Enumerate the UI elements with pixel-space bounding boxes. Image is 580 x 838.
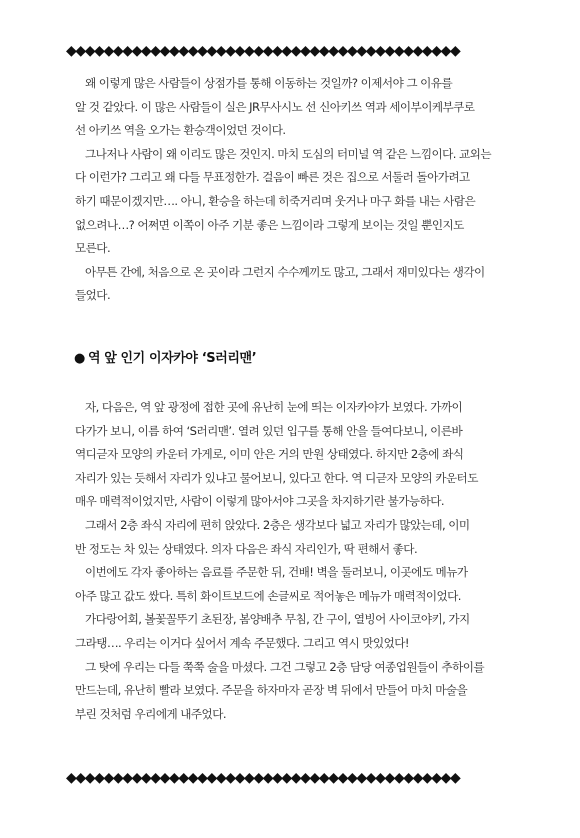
text-line: 모른다. bbox=[75, 241, 111, 256]
body-paragraph bbox=[75, 656, 507, 727]
text-line: 하기 때문이겠지만…. 아니, 환승을 하는데 히죽거리며 웃거나 마구 화를 내는 사람은 bbox=[75, 193, 476, 208]
text-line: 매우 매력적이었지만, 사람이 이렇게 많아서야 그곳을 차지하기란 불가능하다. bbox=[75, 494, 445, 509]
bottom-decorative-border: ◆◆◆◆◆◆◆◆◆◆◆◆◆◆◆◆◆◆◆◆◆◆◆◆◆◆◆◆◆◆◆◆◆◆◆◆◆◆◆◆◆◆ bbox=[66, 771, 460, 785]
text-line: 역디귿자 모양의 카운터 가게로, 이미 안은 거의 만원 상태였다. 하지만 2층에 좌식 bbox=[75, 447, 464, 462]
text-line: 들었다. bbox=[75, 288, 111, 303]
text-line: 없으려나…? 어쩌면 이쪽이 아주 기분 좋은 느낌이라 그렇게 보이는 것일 뿐인지도 bbox=[75, 217, 464, 232]
text-line: 다 이런가? 그리고 왜 다들 무표정한가. 걸음이 빠른 것은 집으로 서둘러 돌아가려고 bbox=[75, 170, 470, 185]
body-section bbox=[75, 396, 507, 726]
intro-paragraph bbox=[75, 143, 507, 261]
text-line: 알 것 같았다. 이 많은 사람들이 실은 JR무사시노 선 신아키쓰 역과 세이부이케부쿠로 bbox=[75, 99, 475, 114]
section-heading bbox=[74, 347, 256, 366]
intro-paragraph bbox=[75, 72, 507, 143]
text-line: 다가가 보니, 이름 하여 ‘S러리맨’. 열려 있던 입구를 통해 안을 들여다보니, 이른바 bbox=[75, 423, 463, 438]
text-line: 왜 이렇게 많은 사람들이 상점가를 통해 이동하는 것일까? 이제서야 그 이유를 bbox=[85, 76, 453, 90]
body-paragraph bbox=[75, 514, 507, 561]
text-line: 반 정도는 차 있는 상태였다. 의자 다음은 좌식 자리인가, 딱 편해서 좋다. bbox=[75, 541, 418, 556]
text-line: 아무튼 간에, 처음으로 온 곳이라 그런지 수수께끼도 많고, 그래서 재미있다는 생각이 bbox=[85, 264, 485, 279]
top-decorative-border: ◆◆◆◆◆◆◆◆◆◆◆◆◆◆◆◆◆◆◆◆◆◆◆◆◆◆◆◆◆◆◆◆◆◆◆◆◆◆◆◆◆◆ bbox=[66, 44, 460, 58]
text-line: 선 아키쓰 역을 오가는 환승객이었던 것이다. bbox=[75, 123, 286, 138]
text-line: 그래서 2층 좌식 자리에 편히 앉았다. 2층은 생각보다 넓고 자리가 많았는데, 이미 bbox=[85, 517, 470, 532]
body-paragraph bbox=[75, 561, 507, 608]
text-line: 자리가 있는 듯해서 자리가 있냐고 물어보니, 있다고 한다. 역 디귿자 모양의 카운터도 bbox=[75, 470, 478, 485]
text-line: 아주 많고 값도 쌌다. 특히 화이트보드에 손글씨로 적어놓은 메뉴가 매력적이었다. bbox=[75, 588, 461, 603]
text-line: 그나저나 사람이 왜 이리도 많은 것인지. 마치 도심의 터미널 역 같은 느낌이다. 교외는 bbox=[85, 146, 491, 161]
text-line: 자, 다음은, 역 앞 광정에 접한 곳에 유난히 눈에 띄는 이자카야가 보였다. 가까이 bbox=[85, 400, 463, 414]
section-heading-text: 역 앞 인기 이자카야 ‘S러리맨’ bbox=[87, 351, 257, 366]
text-line: 그 탓에 우리는 다들 쭉쭉 술을 마셨다. 그건 그렇고 2층 담당 여종업원들이 추하이를 bbox=[85, 659, 485, 674]
text-line: 만드는데, 유난히 빨라 보였다. 주문을 하자마자 곧장 벽 뒤에서 만들어 마치 마술을 bbox=[75, 683, 468, 698]
text-line: 이번에도 각자 좋아하는 음료를 주문한 뒤, 건배! 벽을 둘러보니, 이곳에도 메뉴가 bbox=[85, 565, 468, 580]
body-paragraph bbox=[75, 608, 507, 655]
text-line: 그라탱…. 우리는 이거다 싶어서 계속 주문했다. 그리고 역시 맛있었다! bbox=[75, 635, 410, 650]
intro-section bbox=[75, 72, 507, 308]
text-line: 부린 것처럼 우리에게 내주었다. bbox=[75, 706, 226, 721]
body-paragraph bbox=[75, 396, 507, 514]
text-line: 가다랑어회, 볼꽃꼴뚜기 초된장, 봄양배추 무침, 간 구이, 열빙어 사이코야키, 가지 bbox=[85, 612, 470, 627]
bullet-icon: ● bbox=[74, 351, 85, 366]
intro-paragraph bbox=[75, 261, 507, 308]
